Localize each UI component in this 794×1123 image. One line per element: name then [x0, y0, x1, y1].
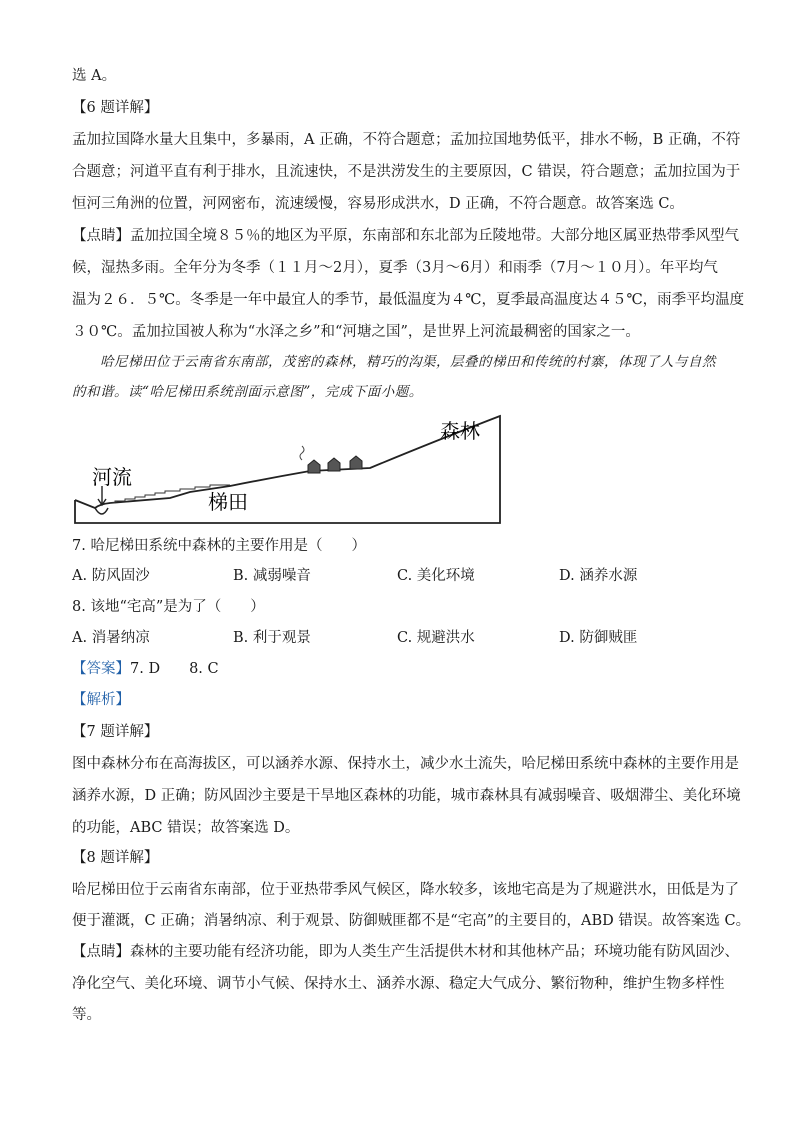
q7-option-d: D. 涵养水源: [559, 568, 638, 584]
passage-line: 的和谐。读“哈尼梯田系统剖面示意图”，完成下面小题。: [72, 384, 423, 400]
house: [308, 460, 320, 473]
house: [328, 458, 340, 471]
text-line: 涵养水源，D 正确；防风固沙主要是干旱地区森林的功能，城市森林具有减弱噪音、吸烟滞尘、美化环境: [72, 788, 741, 804]
text-line: 恒河三角洲的位置，河网密布，流速缓慢，容易形成洪水，D 正确，不符合题意。故答案选 C。: [72, 196, 684, 212]
text-line: ３０℃。孟加拉国被人称为“水泽之乡”和“河塘之国”，是世界上河流最稠密的国家之一。: [72, 324, 640, 340]
text-line: 选 A。: [72, 68, 117, 84]
q8-option-c: C. 规避洪水: [397, 630, 475, 646]
section-heading: 【6 题详解】: [72, 100, 159, 116]
q7-option-b: B. 减弱噪音: [233, 568, 311, 584]
question-7-stem: 7. 哈尼梯田系统中森林的主要作用是（ ）: [72, 538, 366, 554]
terrace-profile-figure: [70, 408, 510, 532]
text-line: 孟加拉国降水量大且集中，多暴雨，A 正确，不符合题意；孟加拉国地势低平，排水不畅，B 正确，不符: [72, 132, 741, 148]
passage-line: 哈尼梯田位于云南省东南部，茂密的森林，精巧的沟渠，层叠的梯田和传统的村寨，体现了人与自然: [100, 354, 716, 370]
text-line: 的功能，ABC 错误；故答案选 D。: [72, 820, 300, 836]
river-channel: [95, 508, 108, 514]
analysis-label: 【解析】: [72, 692, 130, 708]
smoke: [300, 446, 304, 460]
answer-row: [72, 659, 219, 679]
text-line: 温为２６．５℃。冬季是一年中最宜人的季节，最低温度为４℃，夏季最高温度达４５℃，雨季平均温度: [72, 292, 745, 308]
house: [350, 456, 362, 469]
q8-option-a: A. 消暑纳凉: [72, 630, 150, 646]
terrain-outline: [75, 416, 500, 523]
answer-label: 【答案】: [72, 661, 130, 677]
label-terrace: 梯田: [208, 490, 248, 514]
text-line: 便于灌溉，C 正确；消暑纳凉、利于观景、防御贼匪都不是“宅高”的主要目的，ABD 错误。故答案选 C。: [72, 913, 751, 929]
village-houses: [300, 446, 362, 473]
q7-option-c: C. 美化环境: [397, 568, 475, 584]
q8-option-d: D. 防御贼匪: [559, 630, 638, 646]
question-8-stem: 8. 该地“宅高”是为了（ ）: [72, 599, 265, 615]
text-line: 候，湿热多雨。全年分为冬季（１１月～2月），夏季（3月～6月）和雨季（7月～１０月）。年平均气: [72, 260, 718, 276]
text-line: 净化空气、美化环境、调节小气候、保持水土、涵养水源、稳定大气成分、繁衍物种，维护生物多样性: [72, 976, 725, 992]
label-forest: 森林: [440, 419, 480, 443]
label-river: 河流: [92, 465, 132, 489]
text-line: 【点睛】孟加拉国全境８５％的地区为平原，东南部和东北部为丘陵地带。大部分地区属亚热带季风型气: [72, 228, 739, 244]
text-line: 合题意；河道平直有利于排水，且流速快，不是洪涝发生的主要原因，C 错误，符合题意；孟加拉国为于: [72, 164, 741, 180]
answer-value: 7. D 8. C: [130, 661, 219, 677]
text-line: 等。: [72, 1007, 101, 1023]
q7-option-a: A. 防风固沙: [72, 568, 150, 584]
section-heading: 【7 题详解】: [72, 724, 159, 740]
section-heading: 【8 题详解】: [72, 850, 159, 866]
text-line: 【点睛】森林的主要功能有经济功能，即为人类生产生活提供木材和其他林产品；环境功能有防风固沙、: [72, 944, 739, 960]
q8-option-b: B. 利于观景: [233, 630, 311, 646]
text-line: 哈尼梯田位于云南省东南部，位于亚热带季风气候区，降水较多，该地宅高是为了规避洪水，田低是为了: [72, 882, 739, 898]
text-line: 图中森林分布在高海拔区，可以涵养水源、保持水土，减少水土流失，哈尼梯田系统中森林的主要作用是: [72, 756, 739, 772]
